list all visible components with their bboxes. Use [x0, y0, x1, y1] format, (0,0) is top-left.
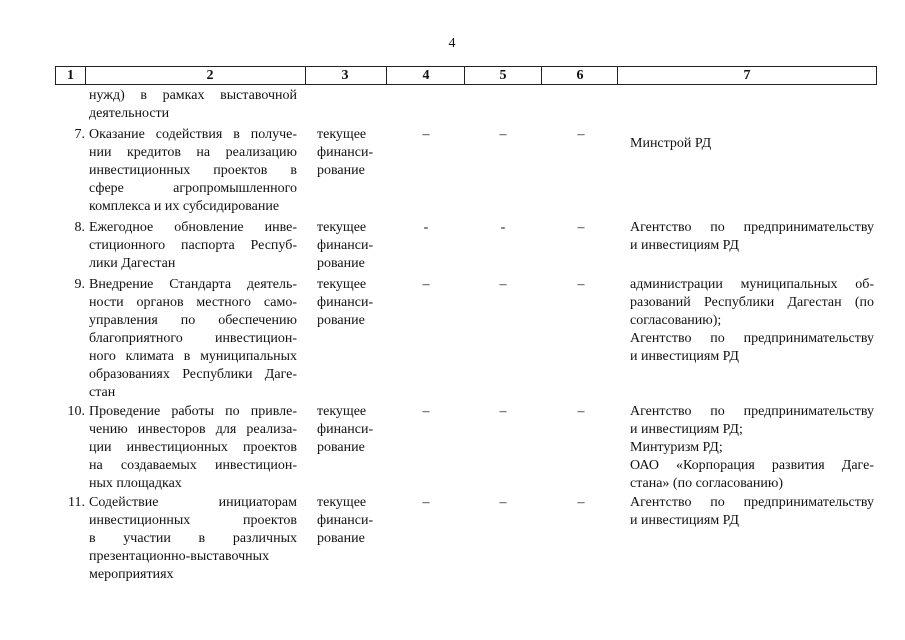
- executor-line: Агентство по предпринимательству: [630, 404, 874, 419]
- row-col-4: –: [422, 277, 430, 292]
- description-line: Внедрение Стандарта деятель-: [89, 277, 297, 292]
- description-line: комплекса и их субсидирование: [89, 199, 280, 214]
- row-number: 10.: [67, 404, 85, 419]
- header-col-1: 1: [67, 68, 74, 83]
- description-line: Оказание содействия в получе-: [89, 127, 297, 142]
- row-financing: [317, 494, 381, 548]
- description-line: Ежегодное обновление инве-: [89, 220, 297, 235]
- row-col-4: -: [423, 220, 429, 235]
- row-financing: [317, 126, 381, 180]
- row-col-6: –: [577, 277, 585, 292]
- row-executor: [630, 219, 874, 255]
- row-col-5: –: [499, 404, 507, 419]
- row-description: [89, 219, 297, 273]
- financing-line: финанси-: [317, 238, 374, 253]
- description-line: деятельности: [89, 106, 170, 121]
- description-line: инвестиционных проектов в: [89, 163, 297, 178]
- row-col-4: –: [422, 404, 430, 419]
- row-financing: [317, 403, 381, 457]
- row-description: [89, 87, 297, 123]
- description-line: сфере агропромышленного: [89, 181, 297, 196]
- row-col-4: –: [422, 495, 430, 510]
- page-number: 4: [448, 36, 456, 51]
- executor-line: разований Республики Дагестан (по: [630, 295, 874, 310]
- row-description: [89, 403, 297, 493]
- description-line: образованиях Республики Даге-: [89, 367, 297, 382]
- financing-line: текущее: [317, 495, 367, 510]
- row-description: [89, 494, 297, 584]
- executor-line: Агентство по предпринимательству: [630, 331, 874, 346]
- row-col-6: –: [577, 404, 585, 419]
- header-col-4: 4: [422, 68, 430, 83]
- row-number: 11.: [68, 495, 85, 510]
- header-col-7: 7: [743, 68, 751, 83]
- financing-line: текущее: [317, 404, 367, 419]
- row-col-5: –: [499, 495, 507, 510]
- description-line: управления по обеспечению: [89, 313, 297, 328]
- row-financing: [317, 276, 381, 330]
- financing-line: финанси-: [317, 145, 374, 160]
- description-line: Содействие инициаторам: [89, 495, 297, 510]
- row-description: [89, 276, 297, 402]
- description-line: инвестиционных проектов: [89, 513, 297, 528]
- description-line: стиционного паспорта Респуб-: [89, 238, 297, 253]
- executor-line: стана» (по согласованию): [630, 476, 783, 491]
- description-line: нии кредитов на реализацию: [89, 145, 297, 160]
- row-col-5: –: [499, 127, 507, 142]
- executor-line: и инвестициям РД: [630, 349, 739, 364]
- description-line: Проведение работы по привле-: [89, 404, 297, 419]
- row-number: 7.: [74, 127, 85, 142]
- description-line: ных площадках: [89, 476, 182, 491]
- row-col-6: –: [577, 220, 585, 235]
- executor-line: Минстрой РД: [630, 136, 712, 151]
- description-line: ности органов местного само-: [89, 295, 297, 310]
- row-number: 8.: [74, 220, 85, 235]
- row-col-6: –: [577, 495, 585, 510]
- row-executor: [630, 494, 874, 530]
- row-executor: [630, 403, 874, 493]
- row-col-6: –: [577, 127, 585, 142]
- description-line: презентационно-выставочных: [89, 549, 270, 564]
- executor-line: администрации муниципальных об-: [630, 277, 874, 292]
- description-line: нужд) в рамках выставочной: [89, 88, 297, 103]
- table-header: [55, 66, 877, 85]
- executor-line: Агентство по предпринимательству: [630, 495, 874, 510]
- financing-line: текущее: [317, 127, 367, 142]
- financing-line: финанси-: [317, 422, 374, 437]
- executor-line: и инвестициям РД: [630, 513, 739, 528]
- row-description: [89, 126, 297, 216]
- row-executor: [630, 135, 874, 153]
- executor-line: ОАО «Корпорация развития Даге-: [630, 458, 874, 473]
- financing-line: текущее: [317, 277, 367, 292]
- row-executor: [630, 276, 874, 366]
- financing-line: рование: [317, 256, 365, 271]
- row-col-5: –: [499, 277, 507, 292]
- executor-line: и инвестициям РД;: [630, 422, 743, 437]
- header-col-3: 3: [341, 68, 349, 83]
- description-line: чению инвесторов для реализа-: [89, 422, 297, 437]
- executor-line: Агентство по предпринимательству: [630, 220, 874, 235]
- financing-line: текущее: [317, 220, 367, 235]
- executor-line: Минтуризм РД;: [630, 440, 723, 455]
- financing-line: рование: [317, 440, 365, 455]
- row-col-4: –: [422, 127, 430, 142]
- description-line: благоприятного инвестицион-: [89, 331, 297, 346]
- row-number: 9.: [74, 277, 85, 292]
- row-col-5: -: [500, 220, 506, 235]
- header-col-6: 6: [576, 68, 584, 83]
- row-financing: [317, 219, 381, 273]
- description-line: ного климата в муниципальных: [89, 349, 297, 364]
- description-line: ции инвестиционных проектов: [89, 440, 297, 455]
- header-col-2: 2: [206, 68, 214, 83]
- description-line: лики Дагестан: [89, 256, 176, 271]
- executor-line: согласованию);: [630, 313, 722, 328]
- header-col-5: 5: [499, 68, 507, 83]
- financing-line: рование: [317, 531, 365, 546]
- description-line: мероприятиях: [89, 567, 174, 582]
- financing-line: финанси-: [317, 295, 374, 310]
- financing-line: рование: [317, 163, 365, 178]
- executor-line: и инвестициям РД: [630, 238, 739, 253]
- financing-line: рование: [317, 313, 365, 328]
- description-line: стан: [89, 385, 116, 400]
- description-line: в участии в различных: [89, 531, 297, 546]
- description-line: на создаваемых инвестицион-: [89, 458, 297, 473]
- financing-line: финанси-: [317, 513, 374, 528]
